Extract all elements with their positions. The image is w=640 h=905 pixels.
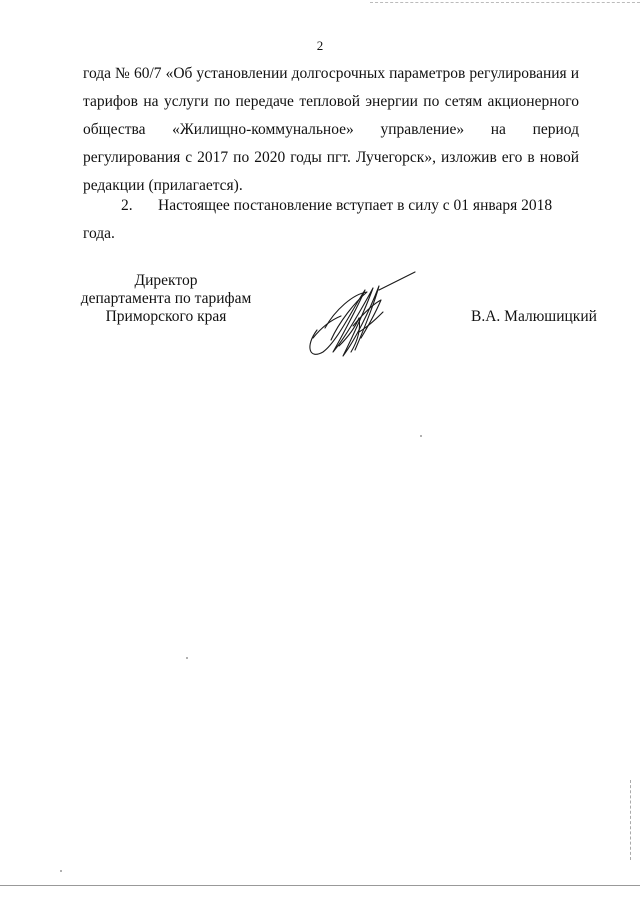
- paragraph-2: [83, 192, 579, 248]
- signer-title-line-1: Директор: [134, 272, 198, 289]
- scan-speck: [60, 870, 62, 872]
- scan-speck: [186, 657, 188, 659]
- paragraph-continuation: года № 60/7 «Об установлении долгосрочных параметров регулирования и тарифов на услуги по передаче тепловой энергии по сетям акционерного общества «Жилищно-коммунальное» управление» на период регулирования с 2017 по 2020 годы пгт. Лучегорск», изложив его в новой редакции (прилагается).: [83, 65, 579, 194]
- signer-title-block: [76, 272, 256, 326]
- scan-artifact-bottom: [0, 885, 640, 886]
- signer-title-line-2: департамента по тарифам: [80, 290, 252, 307]
- handwritten-signature: [295, 268, 425, 368]
- scan-speck: [420, 435, 422, 437]
- scan-artifact-right: [630, 780, 631, 860]
- scan-artifact-top: [370, 2, 640, 3]
- page-number: 2: [316, 38, 324, 53]
- paragraph-2-number: 2.: [121, 197, 133, 214]
- paragraph-2-text: Настоящее постановление вступает в силу с 01 января 2018 года.: [83, 197, 553, 242]
- signer-name: В.А. Малюшицкий: [471, 308, 597, 325]
- signer-title-line-3: Приморского края: [105, 308, 227, 325]
